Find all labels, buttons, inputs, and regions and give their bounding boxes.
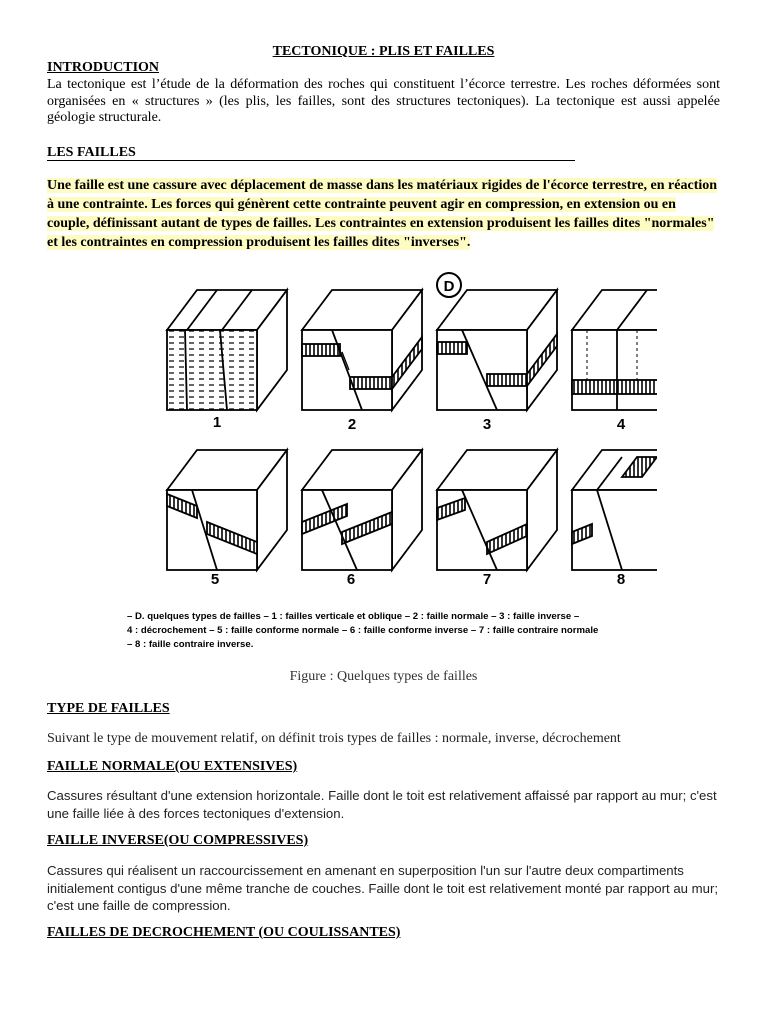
figure-caption: Figure : Quelques types de failles xyxy=(289,669,478,684)
block-number-7: 7 xyxy=(482,571,492,588)
block-number-5: 5 xyxy=(210,571,220,588)
intro-paragraph: La tectonique est l’étude de la déformation des roches qui constituent l’écorce terrestre. Les roches déformées sont organisées en « structures » (les plis, les failles, sont des structures tectoniques). La tectonique est aussi appelée géologie structurale. xyxy=(47,77,720,125)
block-number-8: 8 xyxy=(616,571,626,588)
section-heading-faille-inverse: FAILLE INVERSE(OU COMPRESSIVES) xyxy=(47,833,309,848)
section-text-faille-normale: Cassures résultant d'une extension horizontale. Faille dont le toit est relativement affaissé par rapport au mur; c'est une faille liée à des forces tectoniques d'extension. xyxy=(47,788,717,821)
block-number-2: 2 xyxy=(347,416,357,433)
document-title: TECTONIQUE : PLIS ET FAILLES xyxy=(272,44,495,59)
highlighted-definition xyxy=(47,176,720,252)
panel-d-letter: D xyxy=(443,278,455,295)
block-number-4: 4 xyxy=(616,416,626,433)
highlighted-definition-text: Une faille est une cassure avec déplacement de masse dans les matériaux rigides de l'écorce terrestre, en réaction à une contrainte. Les forces qui génèrent cette contrainte peuvent agir en compression, en extension ou en couple, définissant autant de types de failles. Les contraintes en extension produisent les failles dites "normales" et les contraintes en compression produisent les failles dites "inverses". xyxy=(47,178,718,250)
section-text-type-failles: Suivant le type de mouvement relatif, on définit trois types de failles : normale, inverse, décrochement xyxy=(47,731,621,746)
fault-diagram xyxy=(117,262,657,652)
failles-heading: LES FAILLES xyxy=(47,145,575,161)
block-1 xyxy=(167,290,287,410)
block-8 xyxy=(572,450,657,570)
block-number-6: 6 xyxy=(346,571,356,588)
section-heading-faille-normale: FAILLE NORMALE(OU EXTENSIVES) xyxy=(47,759,298,774)
section-heading-decrochement: FAILLES DE DECROCHEMENT (OU COULISSANTES) xyxy=(47,925,401,940)
block-6 xyxy=(302,450,422,570)
block-3 xyxy=(437,290,557,410)
block-number-1: 1 xyxy=(212,414,222,431)
block-7 xyxy=(437,450,557,570)
intro-heading: INTRODUCTION xyxy=(47,60,160,75)
section-heading-type-failles: TYPE DE FAILLES xyxy=(47,701,170,716)
block-4 xyxy=(572,290,657,410)
figure-legend-line-2: 4 : décrochement – 5 : faille conforme normale – 6 : faille conforme inverse – 7 : faille contraire normale xyxy=(127,625,599,636)
fault-types-figure xyxy=(117,262,657,652)
block-number-3: 3 xyxy=(482,416,492,433)
block-5 xyxy=(167,450,287,570)
block-2 xyxy=(302,290,422,410)
figure-legend-line-3: – 8 : faille contraire inverse. xyxy=(127,639,254,650)
figure-legend-line-1: – D. quelques types de failles – 1 : failles verticale et oblique – 2 : faille normale – 3 : faille inverse – xyxy=(127,611,580,622)
section-text-faille-inverse: Cassures qui réalisent un raccourcissement en amenant en superposition l'un sur l'autre deux compartiments initialement contigus d'une même tranche de couches. Faille dont le toit est relativement monté par rapport au mur; c'est une faille de compression. xyxy=(47,863,719,913)
